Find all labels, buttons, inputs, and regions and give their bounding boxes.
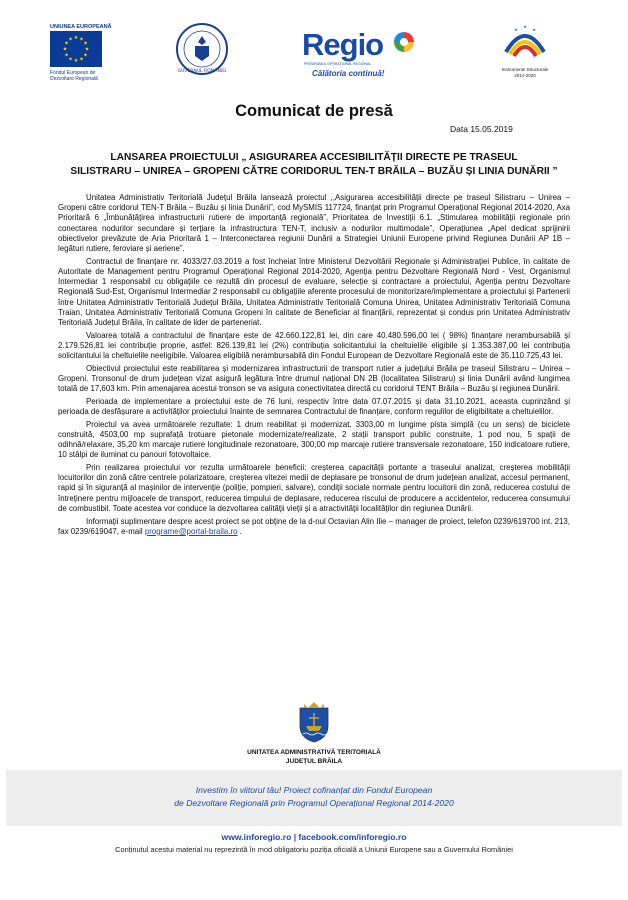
regio-logo-text: Regio	[302, 27, 384, 62]
eu-flag-logo	[50, 31, 102, 67]
body-paragraph: Obiectivul proiectului este reabilitarea și modernizarea infrastructurii de transport rutier a județului Brăila pe traseul Silistraru – Unirea – Gropeni. Tronsonul de drum județean vizat asigură legătura între drumul național DN 2B (localitatea Silistraru) și linia Dunării având lungimea totală de 17,603 km. Prin amenajarea acestui tronson se va asigura conectivitatea directă cu coridorul TENT Brăila – Buzău și regiunea Dunării.	[58, 363, 570, 394]
disclaimer: Conținutul acestui material nu reprezintă în mod obligatoriu poziția oficială a Uniunii Europene sau a Guvernului României	[115, 845, 513, 854]
svg-text:★: ★	[79, 36, 84, 43]
regio-subtitle: PROGRAMUL OPERAȚIONAL REGIONAL	[304, 62, 372, 66]
project-headline	[60, 151, 568, 179]
eu-caption	[50, 70, 110, 82]
structural-instruments-icon	[500, 22, 550, 66]
svg-text:★: ★	[83, 52, 88, 59]
press-release-title: Comunicat de presă	[235, 102, 393, 120]
svg-text:★: ★	[62, 46, 68, 53]
svg-text:★: ★	[532, 27, 536, 32]
structural-instruments-logo	[500, 22, 550, 71]
release-date: Data 15.05.2019	[450, 124, 513, 134]
contact-end: .	[239, 526, 242, 536]
svg-text:★: ★	[68, 56, 73, 63]
body-paragraph: Valoarea totală a contractului de finanțare este de 42.660.122,81 lei, din care 40.480.596,00 lei ( 98%) finanțare nerambursabilă și 2.179.526,81 lei contribuție proprie, astfel: 826.139,81 lei (2%) contribuția solicitantului la cheltuielile eligibile și 1.353.387,00 lei contribuția solicitantului la cheltuielile neeligibile. Valoarea eligibilă nerambursabilă din Fondul European de Dezvoltare Regională este de 35.110.725,43 lei.	[58, 330, 570, 361]
regio-tagline: Călătoria continuă!	[312, 69, 385, 78]
is-caption-line-2: 2014-2020	[514, 73, 536, 78]
web-links[interactable]: www.inforegio.ro | facebook.com/inforegio.ro	[221, 832, 407, 842]
press-body	[58, 193, 570, 540]
svg-text:★: ★	[514, 27, 518, 32]
eu-stars-icon	[50, 31, 102, 67]
regio-wheel-icon	[392, 30, 416, 54]
body-paragraph: Unitatea Administrativ Teritorială Județul Brăila lansează proiectul ,,Asigurarea accesibilității directe pe traseul Silistraru – Unirea – Gropeni către coridorul TEN-T Brăila – Buzău și linia Dunării”, cod MySMIS 117724, finanțat prin Programul Operațional Regional 2014-2020, Axa Prioritară 6 „Îmbunătățirea infrastructurii rutiere de importanță regională”, Prioritatea de Investiții 6.1. „Stimularea mobilității regionale prin conectarea nodurilor secundare și terțiare la infrastructura TEN-T, inclusiv a nodurilor multimodale”, Operațiunea „Apel dedicat sprijinirii obiectivelor prevăzute de Aria Prioritară 1 – Interconectarea regiunii Dunării a Strategiei Uniunii Europene privind Regiunea Dunării AP 1B – legături rutiere, feroviare și aeriene”.	[58, 193, 570, 254]
gov-seal-text: GUVERNUL ROMÂNIEI	[177, 69, 227, 74]
structural-instruments-caption	[495, 67, 555, 79]
is-caption-line-1: Instrumente Structurale	[501, 67, 549, 72]
government-logo	[175, 22, 229, 81]
svg-text:★: ★	[84, 46, 90, 53]
svg-text:★: ★	[523, 24, 527, 29]
invest-line-1: Investim în viitorul tău! Proiect cofinanțat din Fondul European	[195, 785, 433, 795]
regio-logo	[302, 27, 383, 63]
uat-line-2: JUDEȚUL BRĂILA	[285, 758, 343, 765]
coat-of-arms-icon	[297, 700, 331, 744]
svg-text:★: ★	[79, 56, 84, 63]
svg-text:★: ★	[64, 52, 69, 59]
government-seal-icon	[175, 22, 229, 76]
svg-text:★: ★	[83, 40, 88, 47]
uat-line-1: UNITATEA ADMINISTRATIVĂ TERITORIALĂ	[247, 749, 381, 756]
svg-text:★: ★	[73, 58, 79, 64]
invest-line-2: de Dezvoltare Regională prin Programul Operațional Regional 2014-2020	[174, 798, 454, 808]
body-paragraph: Prin realizarea proiectului vor rezulta următoarele beneficii: creșterea capacității portante a traseului analizat, creșterea mobilității locuitorilor din zonă către centrele polarizatoare, creșterea vitezei medii de deplasare pe tronsonul de drum județean analizat, accesul permanent, rapid și în siguranță al mașinilor de intervenție (poliție, pompieri, salvare), condiții sociale normale pentru locuitorii din zonă, reducerea costului de întreținere pentru mijloacele de transport, reducerea timpului de deplasare, reducerea riscului de producere a accidentelor, reducerea consumului de combustibil. Toate acestea vor conduce la dezvoltarea calității vieții și a atractivității localităților din regiunea Dunării.	[58, 463, 570, 513]
braila-county-crest	[297, 700, 331, 749]
eu-caption-line-2: Dezvoltare Regională	[50, 76, 98, 82]
headline-line-1: LANSAREA PROIECTULUI „ ASIGURAREA ACCESIBILITĂȚII DIRECTE PE TRASEUL	[110, 152, 518, 163]
svg-text:★: ★	[73, 35, 79, 41]
contact-email-link[interactable]: programe@portal-braila.ro	[144, 526, 238, 536]
body-paragraph: Contractul de finanțare nr. 4033/27.03.2019 a fost încheiat între Ministerul Dezvoltării Regionale și Administrației Publice, în calitate de Autoritate de Management pentru Programul Operațional Regional 2014-2020, Agenția pentru Dezvoltare Regională Nord - Vest, Organismul Intermediar 1 responsabil cu obligațiile ce rezultă din procesul de evaluare, selecție și contractare a proiectului, Agenția pentru Dezvoltare Regională Sud-Est, Organismul Intermediar 2 responsabil cu obligațiile aferente procesului de monitorizare/implementare a proiectului și Partenerii între Unitatea Administrativ Teritorială Județul Brăila, Unitatea Administrativ Teritorială Comuna Unirea, Unitatea Administrativ Teritorială Comuna Traian, Unitatea Administrativ Teritorială Comuna Gropeni în calitate de Beneficiar al finanțării, reprezentat și condus prin Unitatea Administrativ Teritorială Județul Brăila, în calitate de lider de parteneriat.	[58, 256, 570, 327]
contact-paragraph	[58, 517, 570, 537]
headline-line-2: SILISTRARU – UNIREA – GROPENI CĂTRE CORIDORUL TEN-T BRĂILA – BUZĂU ȘI LINIA DUNĂRII ”	[70, 166, 558, 177]
eu-caption-line-1: Fondul European de	[50, 70, 96, 76]
body-paragraph: Perioada de implementare a proiectului este de 76 luni, respectiv între data 07.07.2015 și data 31.10.2021, aceasta cuprinzând și perioada de desfășurare a activităților proiectului înainte de semnarea Contractului de finanțare, conform regulilor de eligibilitate a cheltuielilor.	[58, 396, 570, 417]
contact-text: Informații suplimentare despre acest proiect se pot obține de la d-nul Octavian Alin Ilie – manager de proiect, telefon 0239/619700 int. 213, fax 0239/619047, e-mail	[58, 516, 570, 536]
svg-text:★: ★	[64, 40, 69, 47]
svg-text:★: ★	[68, 36, 73, 43]
body-paragraph: Proiectul va avea următoarele rezultate: 1 drum reabilitat și modernizat, 3303,00 m lungime pista simplă (cu un sens) de biciclete construită, 4503,00 mp suprafață trotuare pietonale modernizate/realizate, 2 stații transport public construite, 1 pod nou, 5 spații de odihnă/relaxare, 35,20 km marcaje rutiere longitudinale rezonatoare, 300,00 mp marcaje rutiere transversale rezonatoare, 150 indicatoare rutiere, 10 stâlpi de iluminat cu panouri fotovoltaice.	[58, 419, 570, 460]
eu-title: UNIUNEA EUROPEANĂ	[50, 24, 112, 30]
